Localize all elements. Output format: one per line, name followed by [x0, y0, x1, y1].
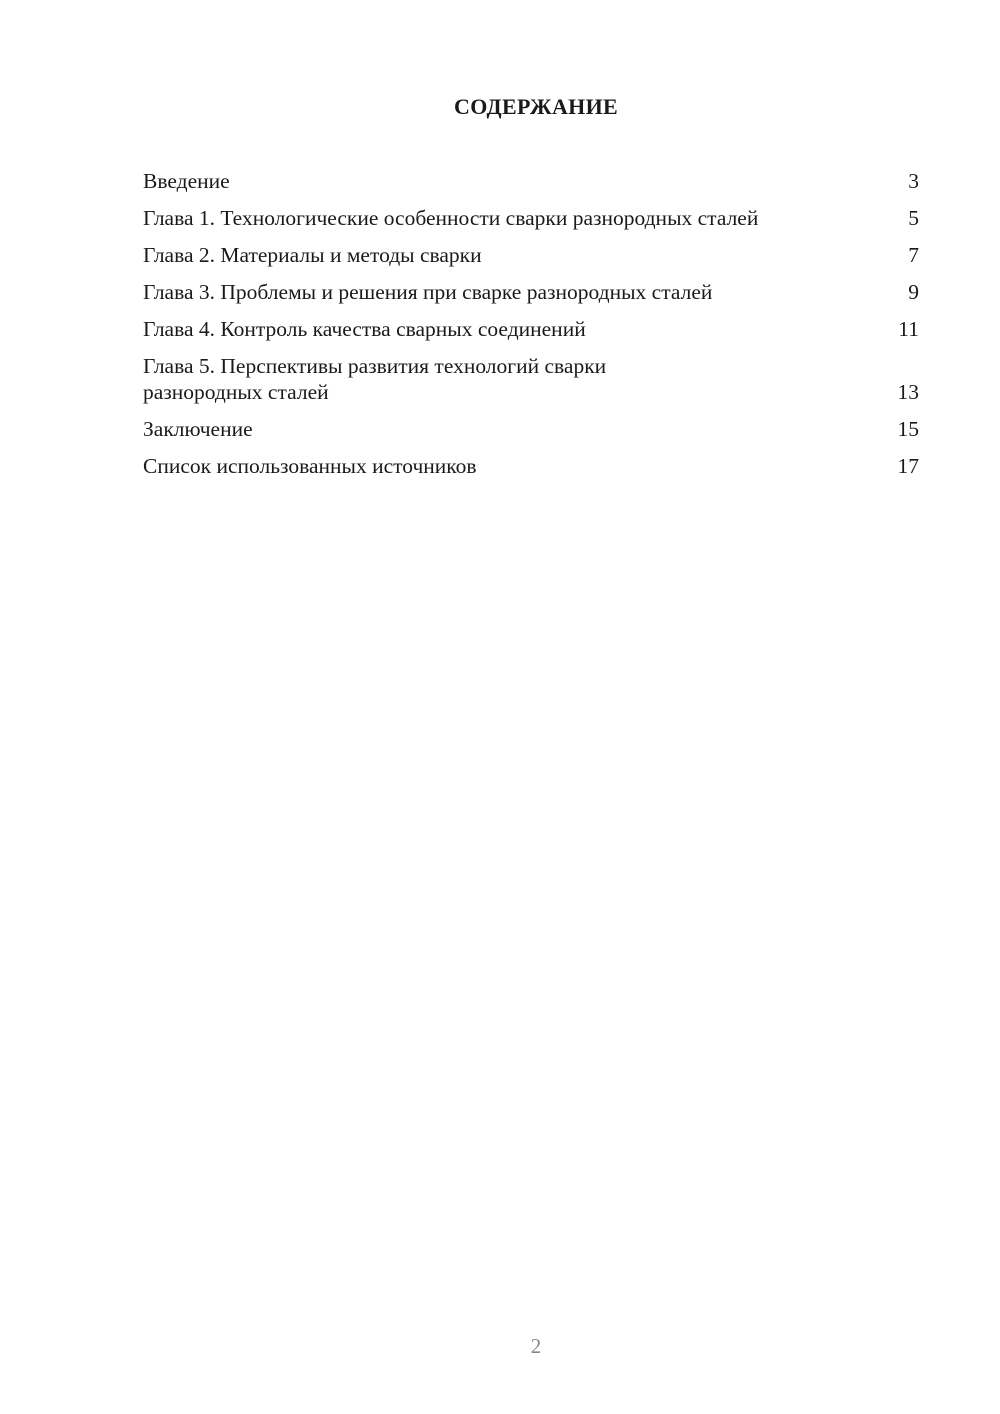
page-number: 2: [530, 1334, 542, 1358]
toc-entry-conclusion[interactable]: [143, 416, 919, 442]
toc-entry-title: Глава 5. Перспективы развития технологий сварки разнородных сталей: [143, 354, 607, 404]
toc-entry-title: Введение: [143, 169, 230, 193]
toc-entry-references[interactable]: [143, 453, 919, 479]
page-title: СОДЕРЖАНИЕ: [454, 94, 618, 119]
toc-entry-page: 11: [898, 317, 919, 341]
toc-entry-title: Глава 3. Проблемы и решения при сварке разнородных сталей: [143, 280, 713, 304]
toc-entry-introduction[interactable]: [143, 168, 919, 194]
toc-entry-page: 3: [908, 169, 919, 193]
toc-entry-chapter-2[interactable]: [143, 242, 919, 268]
toc-entry-title: Список использованных источников: [143, 454, 477, 478]
toc-entry-page: 15: [897, 417, 919, 441]
toc-entry-chapter-4[interactable]: [143, 316, 919, 342]
toc-entry-title: Глава 2. Материалы и методы сварки: [143, 243, 482, 267]
toc-entry-page: 5: [908, 206, 919, 230]
toc-entry-page: 7: [908, 243, 919, 267]
toc-entry-page: 17: [897, 454, 919, 478]
toc-entry-chapter-1[interactable]: [143, 205, 919, 231]
toc-entry-page: 13: [897, 380, 919, 404]
toc-entry-chapter-5[interactable]: [143, 353, 919, 405]
table-of-contents: [143, 168, 919, 490]
toc-entry-chapter-3[interactable]: [143, 279, 919, 305]
toc-entry-title: Заключение: [143, 417, 253, 441]
toc-entry-page: 9: [908, 280, 919, 304]
toc-entry-title: Глава 1. Технологические особенности сварки разнородных сталей: [143, 206, 759, 230]
toc-entry-title: Глава 4. Контроль качества сварных соединений: [143, 317, 586, 341]
